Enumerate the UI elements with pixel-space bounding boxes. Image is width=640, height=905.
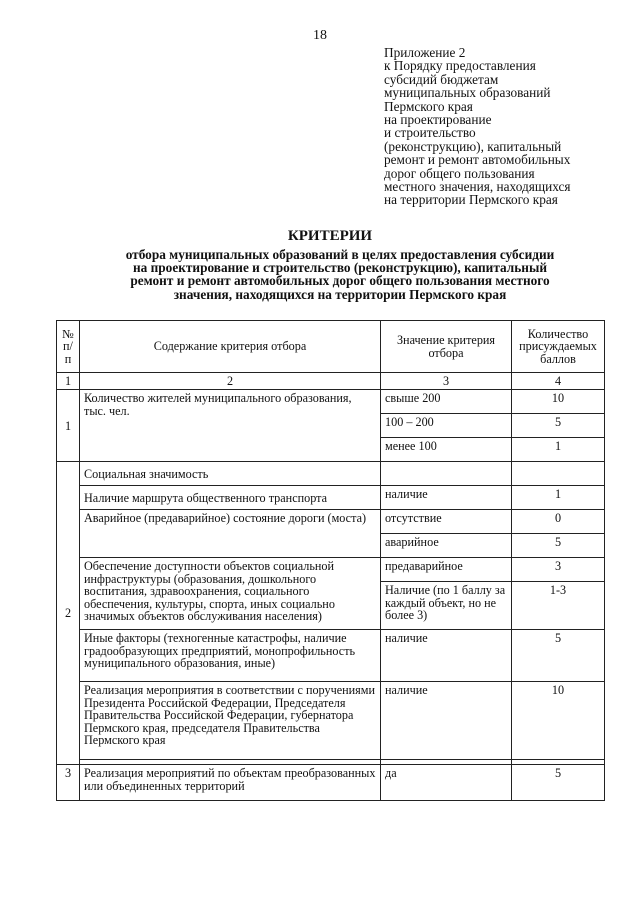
points-cell: 10 [512, 390, 605, 414]
appendix-line: (реконструкцию), капитальный [384, 138, 562, 154]
header-value: Значение критерия отбора [381, 321, 512, 373]
document-title: КРИТЕРИИ [287, 228, 373, 244]
points-cell: 1 [512, 486, 605, 510]
appendix-line: на территории Пермского края [384, 192, 558, 208]
points-cell [512, 462, 605, 486]
appendix-line: Приложение 2 [384, 45, 466, 60]
column-number-row [57, 373, 605, 390]
value-cell: отсутствие [381, 510, 512, 534]
points-cell: 3 [512, 558, 605, 582]
points-cell: 5 [512, 765, 605, 801]
criterion-cell: Аварийное (предаварийное) состояние дороги (моста) [80, 510, 381, 558]
points-cell: 1-3 [512, 582, 605, 630]
value-cell: 100 – 200 [381, 414, 512, 438]
value-cell: наличие [381, 682, 512, 760]
criterion-cell: Наличие маршрута общественного транспорта [80, 486, 381, 510]
value-cell: наличие [381, 630, 512, 682]
appendix-line: дорог общего пользования [384, 165, 535, 181]
points-cell: 10 [512, 682, 605, 760]
criterion-cell: Обеспечение доступности объектов социальной инфраструктуры (образования, дошкольного воспитания, здравоохранения, социального обеспечения, культуры, спорта, иных социально значимых объектов обслуживания населения) [80, 558, 381, 630]
appendix-line: к Порядку предоставления [384, 58, 536, 74]
column-number: 1 [57, 373, 80, 390]
table-row [57, 510, 605, 534]
appendix-line: местного значения, находящихся [384, 179, 571, 195]
appendix-line: субсидий бюджетам [384, 71, 499, 87]
value-cell: менее 100 [381, 438, 512, 462]
points-cell: 5 [512, 630, 605, 682]
criterion-cell: Реализация мероприятия в соответствии с поручениями Президента Российской Федерации, Председателя Правительства Российской Федерации, губернатора Пермского края, председателя Правительства Пермского края [80, 682, 381, 760]
subtitle-line: на проектирование и строительство (реконструкцию), капитальный [132, 260, 547, 276]
value-cell: наличие [381, 486, 512, 510]
criterion-cell: Количество жителей муниципального образования, тыс. чел. [80, 390, 381, 462]
table-header-row [57, 321, 605, 373]
appendix-line: и строительство [384, 125, 476, 141]
table-row [57, 765, 605, 801]
table-row [57, 558, 605, 582]
document-subtitle [60, 248, 620, 301]
appendix-line: муниципальных образований [384, 85, 551, 101]
table-row [57, 486, 605, 510]
row-num: 2 [57, 462, 80, 765]
row-num: 1 [57, 390, 80, 462]
value-cell: да [381, 765, 512, 801]
appendix-line: Пермского края [384, 98, 473, 114]
criterion-cell: Реализация мероприятий по объектам преобразованных или объединенных территорий [80, 765, 381, 801]
header-num: № п/п [57, 321, 80, 373]
column-number: 4 [512, 373, 605, 390]
table-row [57, 630, 605, 682]
header-content: Содержание критерия отбора [80, 321, 381, 373]
points-cell: 1 [512, 438, 605, 462]
appendix-line: на проектирование [384, 112, 492, 128]
criterion-cell: Иные факторы (техногенные катастрофы, наличие градообразующих предприятий, монопрофильность муниципального образования, иные) [80, 630, 381, 682]
column-number: 3 [381, 373, 512, 390]
points-cell: 5 [512, 534, 605, 558]
points-cell: 0 [512, 510, 605, 534]
column-number: 2 [80, 373, 381, 390]
points-cell: 5 [512, 414, 605, 438]
table-row [57, 682, 605, 760]
page-number: 18 [313, 28, 327, 43]
subtitle-line: ремонт и ремонт автомобильных дорог общего пользования местного [130, 273, 550, 289]
subtitle-line: отбора муниципальных образований в целях предоставления субсидии [125, 247, 555, 262]
subtitle-line: значения, находящихся на территории Пермского края [173, 286, 507, 302]
appendix-line: ремонт и ремонт автомобильных [384, 152, 571, 168]
table-row [57, 462, 605, 486]
header-points: Количество присуждаемых баллов [512, 321, 605, 373]
value-cell: Наличие (по 1 баллу за каждый объект, но не более 3) [381, 582, 512, 630]
row-num: 3 [57, 765, 80, 801]
value-cell: предаварийное [381, 558, 512, 582]
value-cell [381, 462, 512, 486]
appendix-note [384, 46, 624, 207]
value-cell: аварийное [381, 534, 512, 558]
criteria-table [56, 320, 605, 801]
criterion-cell: Социальная значимость [80, 462, 381, 486]
table-row [57, 390, 605, 414]
value-cell: свыше 200 [381, 390, 512, 414]
